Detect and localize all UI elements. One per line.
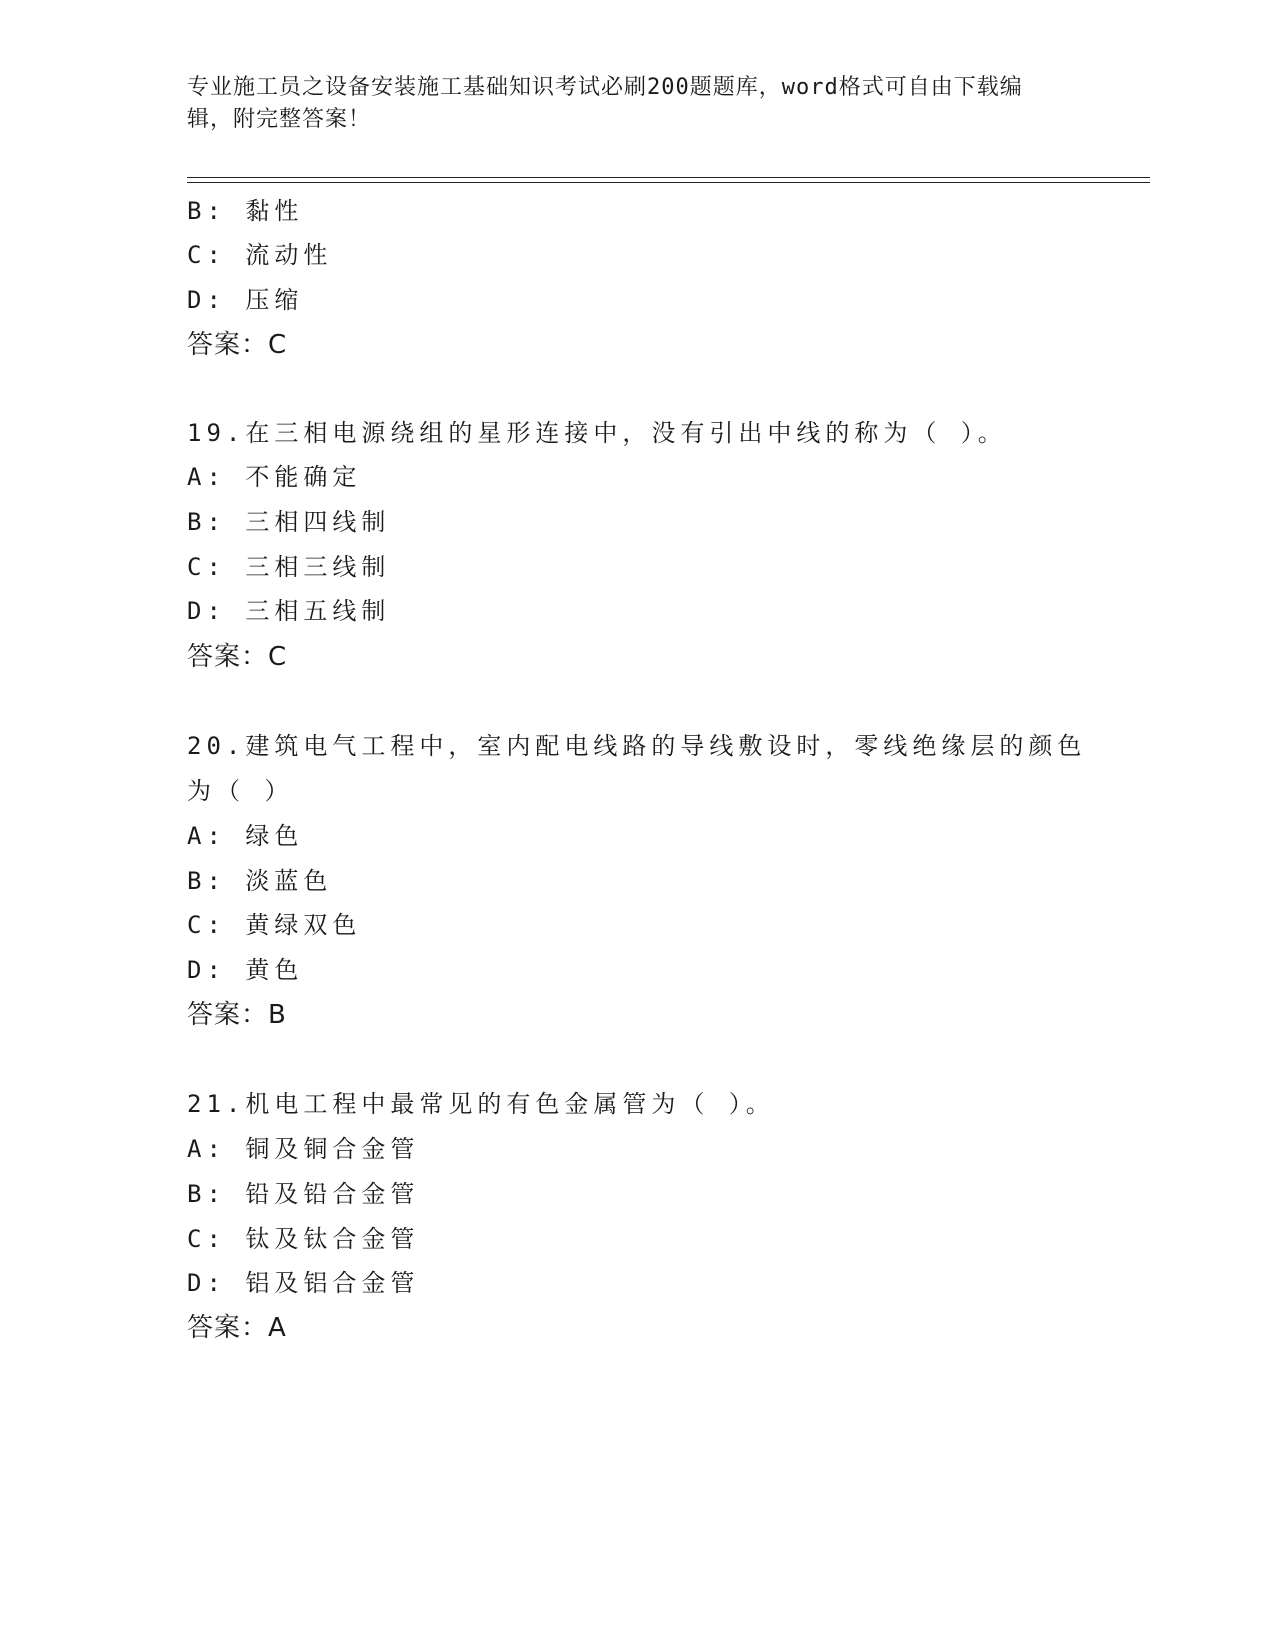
document-header: 专业施工员之设备安装施工基础知识考试必刷200题题库，word格式可自由下载编辑，附完整答案！ xyxy=(187,75,1023,132)
q19-option-c: C: 三相三线制 xyxy=(187,553,391,581)
q20-question-line1: 20.建筑电气工程中，室内配电线路的导线敷设时，零线绝缘层的颜色 xyxy=(187,732,1087,760)
q21-option-c: C: 钛及钛合金管 xyxy=(187,1225,420,1253)
q18-option-c: C: 流动性 xyxy=(187,241,333,269)
q21-option-b: B: 铅及铅合金管 xyxy=(187,1180,420,1208)
q19-question: 19.在三相电源绕组的星形连接中，没有引出中线的称为（ ）。 xyxy=(187,419,1007,447)
q19-answer: 答案：C xyxy=(187,642,288,672)
q18-option-b: B: 黏性 xyxy=(187,197,304,225)
q20-option-b: B: 淡蓝色 xyxy=(187,867,333,895)
header-divider-top xyxy=(187,177,1150,178)
q20-answer: 答案：B xyxy=(187,1000,287,1030)
q21-option-a: A: 铜及铜合金管 xyxy=(187,1135,420,1163)
q21-question: 21.机电工程中最常见的有色金属管为（ ）。 xyxy=(187,1090,775,1118)
q20-option-d: D: 黄色 xyxy=(187,956,304,984)
q20-question-line2: 为（ ） xyxy=(187,777,294,805)
q20-option-c: C: 黄绿双色 xyxy=(187,911,362,939)
q21-answer: 答案：A xyxy=(187,1313,287,1343)
q21-option-d: D: 铝及铝合金管 xyxy=(187,1269,420,1297)
header-divider-bottom xyxy=(187,182,1150,183)
q19-option-a: A: 不能确定 xyxy=(187,463,362,491)
q19-option-b: B: 三相四线制 xyxy=(187,508,391,536)
q18-answer: 答案：C xyxy=(187,330,288,360)
q20-option-a: A: 绿色 xyxy=(187,822,304,850)
q18-option-d: D: 压缩 xyxy=(187,286,304,314)
q19-option-d: D: 三相五线制 xyxy=(187,597,391,625)
